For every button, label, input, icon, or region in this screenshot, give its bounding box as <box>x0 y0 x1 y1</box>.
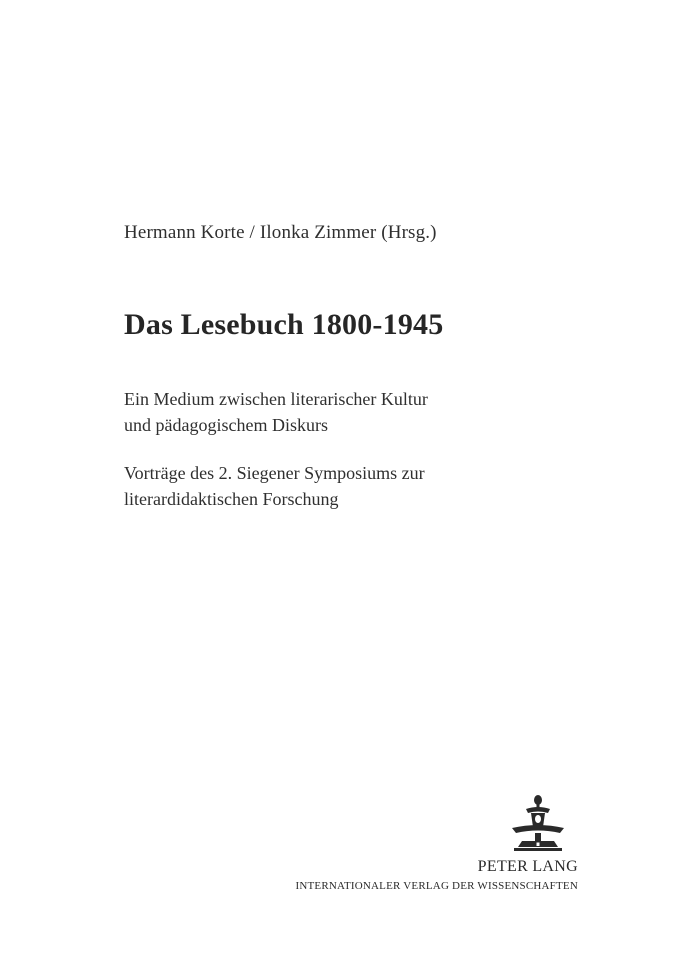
book-title: Das Lesebuch 1800-1945 <box>124 308 444 341</box>
editors-line: Hermann Korte / Ilonka Zimmer (Hrsg.) <box>124 222 437 243</box>
publisher-name: PETER LANG <box>477 858 578 875</box>
series-note-line: literardidaktischen Forschung <box>124 489 339 509</box>
peter-lang-logo-icon <box>498 794 578 856</box>
subtitle-line: und pädagogischem Diskurs <box>124 415 328 435</box>
series-note <box>124 460 425 512</box>
publisher-tagline: INTERNATIONALER VERLAG DER WISSENSCHAFTEN <box>295 880 578 892</box>
subtitle <box>124 386 428 438</box>
subtitle-line: Ein Medium zwischen literarischer Kultur <box>124 389 428 409</box>
series-note-line: Vorträge des 2. Siegener Symposiums zur <box>124 463 425 483</box>
